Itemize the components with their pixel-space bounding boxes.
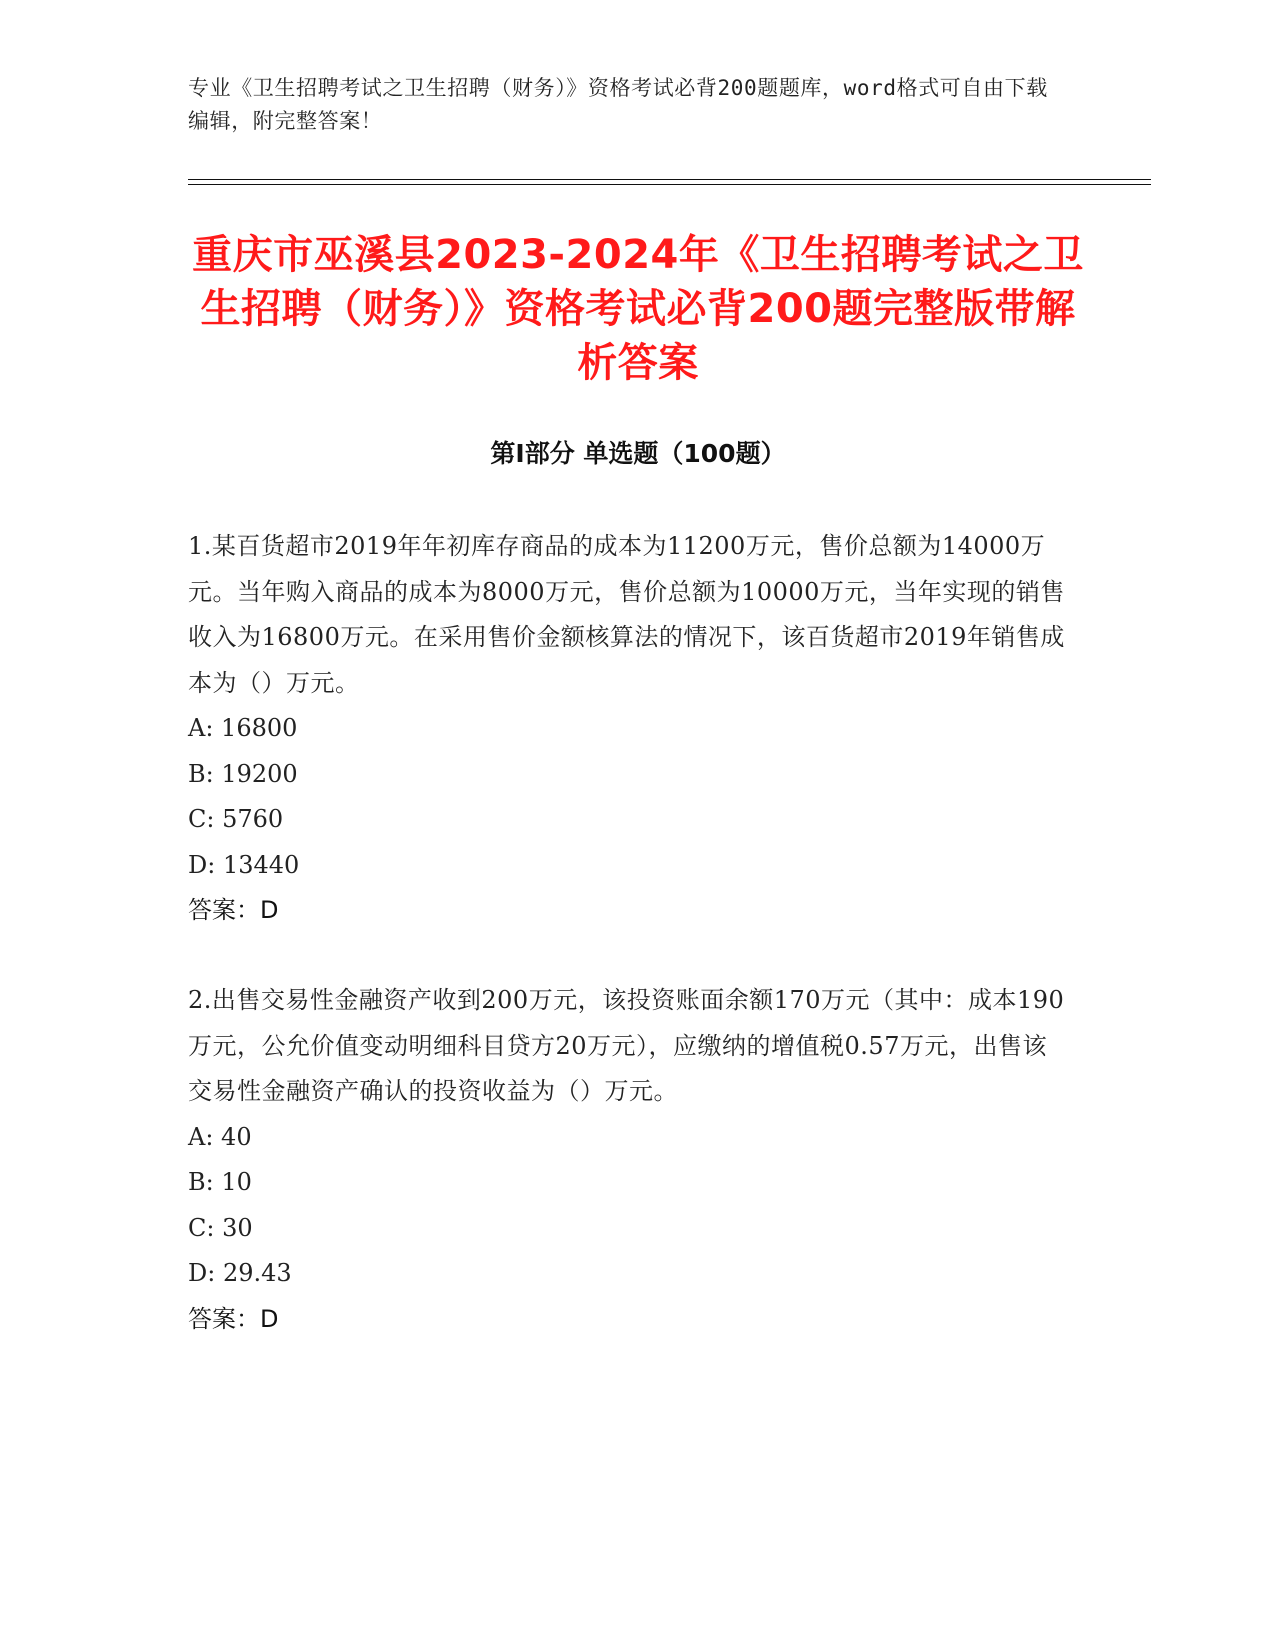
option-b: B: 19200	[188, 759, 298, 788]
option-d: D: 13440	[188, 850, 300, 879]
option-c: C: 30	[188, 1213, 253, 1242]
answer: 答案：D	[188, 1304, 279, 1333]
option-a: A: 40	[188, 1122, 252, 1151]
option-c: C: 5760	[188, 805, 284, 833]
option-a: A: 16800	[188, 714, 298, 742]
option-d: D: 29.43	[188, 1259, 292, 1287]
question-2	[188, 978, 1068, 1342]
question-stem: 1.某百货超市2019年年初库存商品的成本为11200万元，售价总额为14000万元。当年购入商品的成本为8000万元，售价总额为10000万元，当年实现的销售收入为16800万元。在采用售价金额核算法的情况下，该百货超市2019年销售成本为（）万元。	[188, 532, 1065, 697]
question-1	[188, 524, 1068, 934]
header-note: 专业《卫生招聘考试之卫生招聘（财务）》资格考试必背200题题库，word格式可自由下载编辑，附完整答案！	[188, 76, 1048, 133]
document-title: 重庆市巫溪县2023-2024年《卫生招聘考试之卫生招聘（财务）》资格考试必背200题完整版带解析答案	[192, 232, 1084, 386]
header-rule-top	[188, 179, 1151, 180]
header-rule-bottom	[188, 184, 1151, 185]
question-stem: 2.出售交易性金融资产收到200万元，该投资账面余额170万元（其中：成本190万元，公允价值变动明细科目贷方20万元），应缴纳的增值税0.57万元，出售该交易性金融资产确认的投资收益为（）万元。	[188, 986, 1065, 1105]
answer: 答案：D	[188, 896, 279, 924]
option-b: B: 10	[188, 1168, 252, 1196]
section-heading: 第Ⅰ部分 单选题（100题）	[490, 439, 786, 468]
